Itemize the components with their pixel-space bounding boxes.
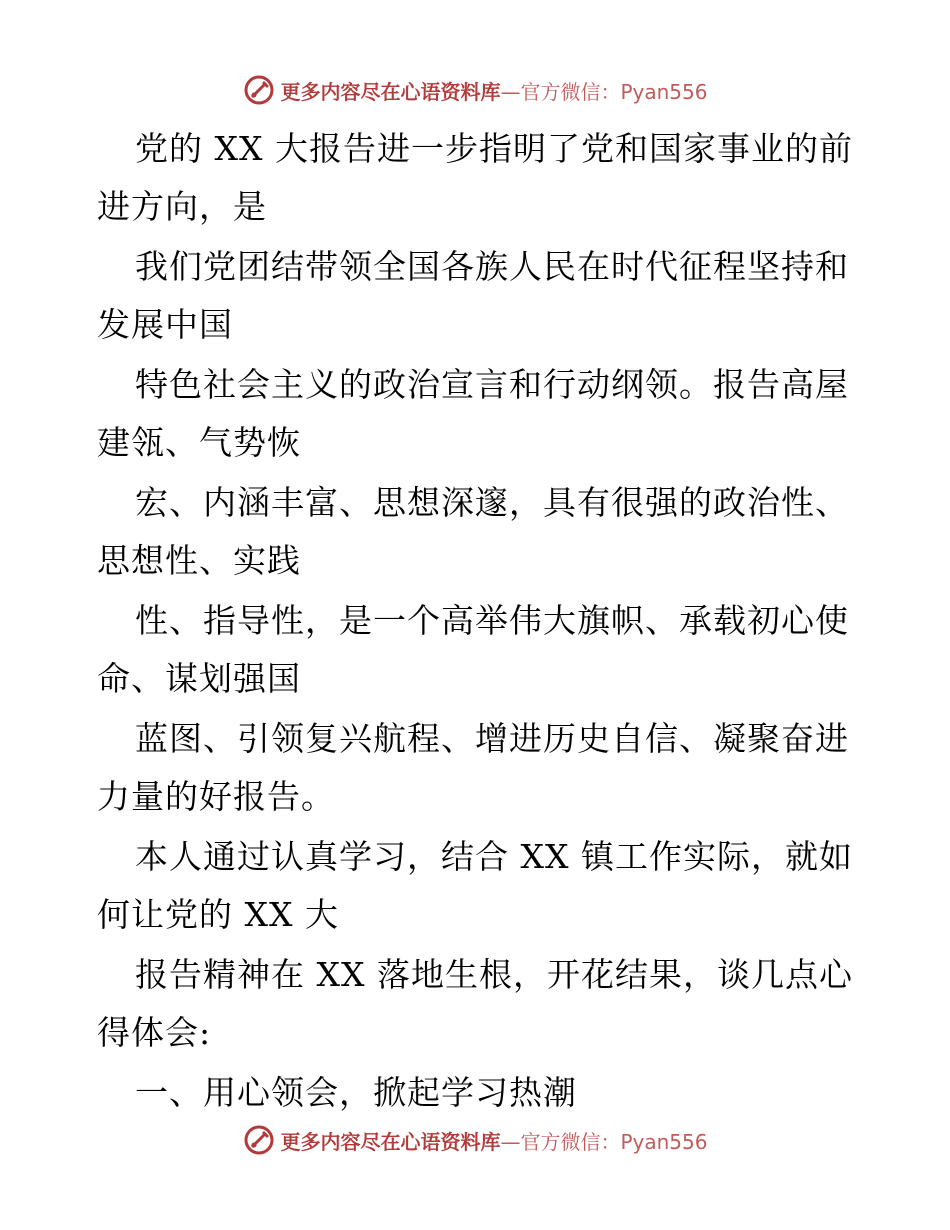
body-line: 得体会:	[97, 1013, 212, 1052]
section-heading: 一、用心领会，掀起学习热潮	[135, 1073, 577, 1112]
footer-separator: —	[500, 1129, 521, 1154]
header-separator: —	[500, 79, 521, 104]
header-banner	[0, 70, 950, 110]
brand-logo-icon	[242, 1123, 276, 1157]
body-line: 报告精神在 XX 落地生根，开花结果，谈几点心	[135, 955, 853, 994]
footer-brand-text: 更多内容尽在心语资料库	[280, 1129, 501, 1154]
footer-wechat-text: 官方微信：Pyan556	[520, 1129, 708, 1154]
body-line: 宏、内涵丰富、思想深邃，具有很强的政治性、	[135, 483, 849, 522]
body-line: 性、指导性，是一个高举伟大旗帜、承载初心使	[135, 601, 849, 640]
body-line: 何让党的 XX 大	[97, 895, 339, 934]
header-brand-text: 更多内容尽在心语资料库	[280, 79, 501, 104]
body-line: 特色社会主义的政治宣言和行动纲领。报告高屋	[135, 365, 849, 404]
body-line: 命、谋划强国	[97, 659, 301, 698]
body-line: 我们党团结带领全国各族人民在时代征程坚持和	[135, 247, 849, 286]
header-wechat-text: 官方微信：Pyan556	[520, 79, 708, 104]
body-line: 蓝图、引领复兴航程、增进历史自信、凝聚奋进	[135, 719, 849, 758]
body-line: 党的 XX 大报告进一步指明了党和国家事业的前	[135, 129, 853, 168]
body-line: 思想性、实践	[97, 541, 301, 580]
body-line: 发展中国	[97, 305, 233, 344]
body-line: 建瓴、气势恢	[97, 423, 301, 462]
document-body	[97, 120, 857, 1122]
body-line: 本人通过认真学习，结合 XX 镇工作实际，就如	[135, 837, 853, 876]
body-line: 力量的好报告。	[97, 777, 335, 816]
body-line: 进方向，是	[97, 187, 267, 226]
brand-logo-icon	[242, 73, 276, 107]
footer-banner	[0, 1120, 950, 1160]
